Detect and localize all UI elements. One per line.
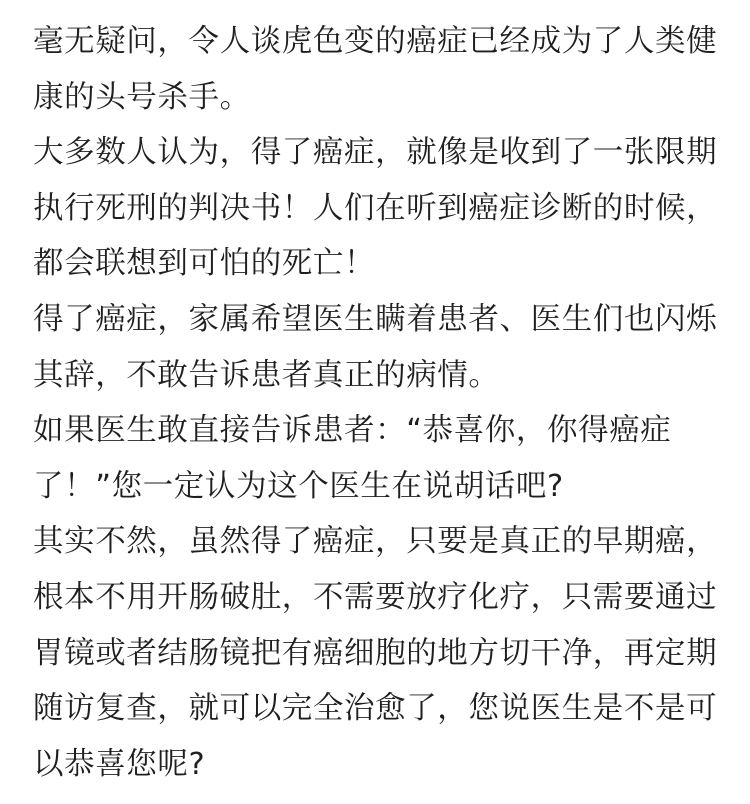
- paragraph-4: 如果医生敢直接告诉患者：“恭喜你，你得癌症了！”您一定认为这个医生在说胡话吧?: [33, 413, 672, 504]
- paragraph-3: 得了癌症，家属希望医生瞒着患者、医生们也闪烁其辞，不敢告诉患者真正的病情。: [33, 301, 718, 393]
- paragraph-2: 大多数人认为，得了癌症，就像是收到了一张限期执行死刑的判决书！人们在听到癌症诊断的时候，都会联想到可怕的死亡！: [33, 135, 718, 282]
- paragraph-5: 其实不然，虽然得了癌症，只要是真正的早期癌，根本不用开肠破肚，不需要放疗化疗，只需要通过胃镜或者结肠镜把有癌细胞的地方切干净，再定期随访复查，就可以完全治愈了，您说医生是不是可以恭喜您呢?: [33, 524, 718, 782]
- paragraph-1: 毫无疑问，令人谈虎色变的癌症已经成为了人类健康的头号杀手。: [33, 24, 718, 115]
